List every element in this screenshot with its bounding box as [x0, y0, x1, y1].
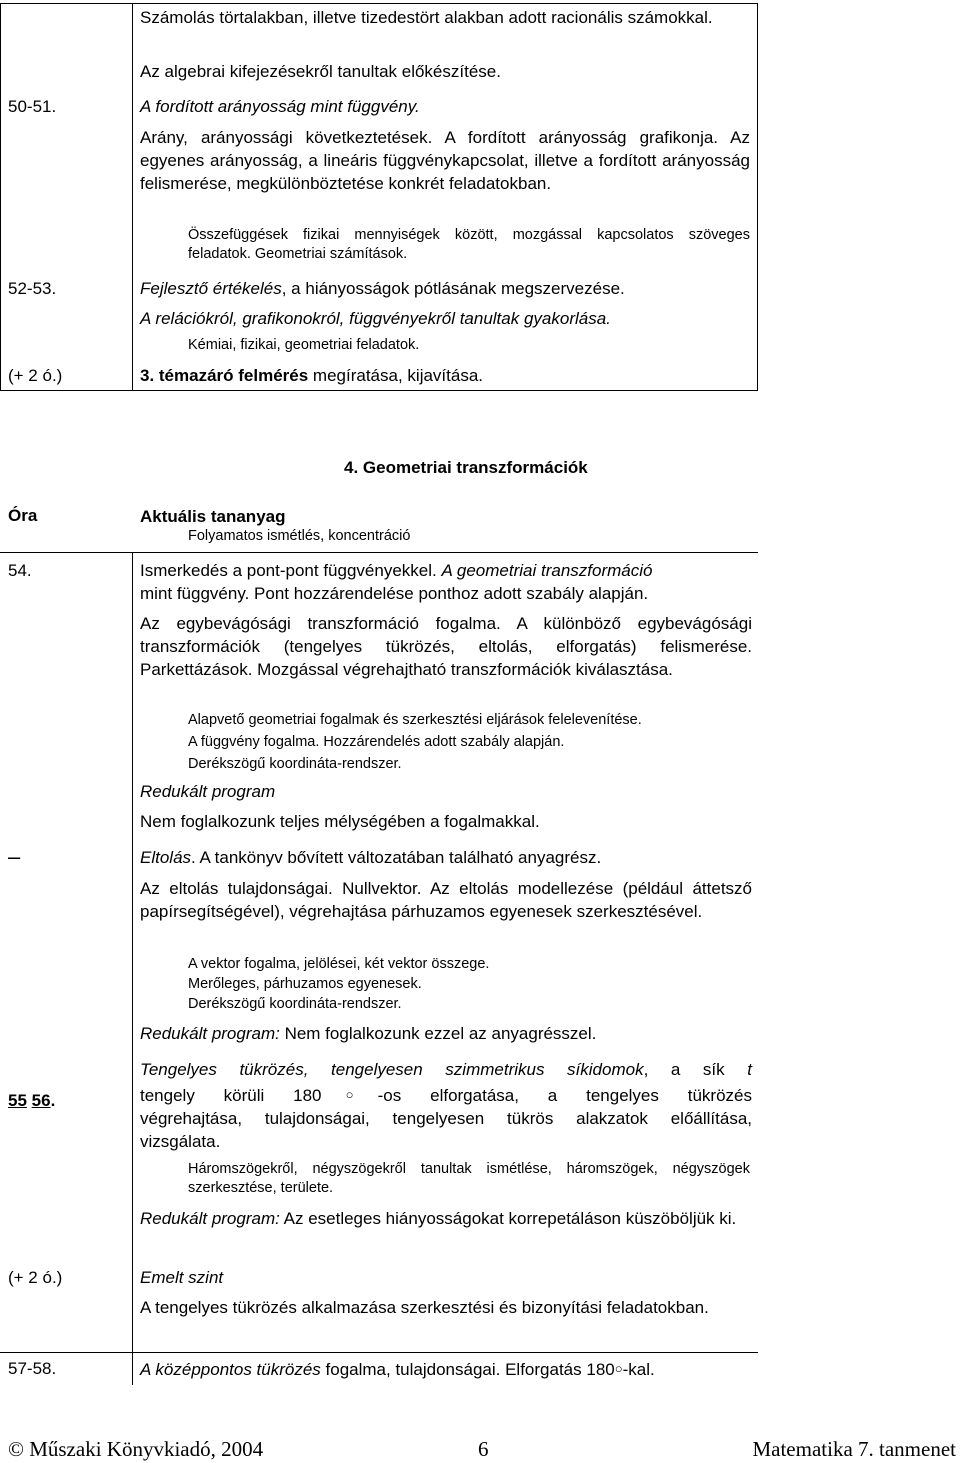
test-label: 3. témazáró felmérés: [140, 366, 309, 385]
small-shift-1: A vektor fogalma, jelölései, két vektor összege.: [188, 956, 490, 972]
refl-line2-a: tengely körüli 180: [140, 1086, 322, 1105]
hour-56: 56: [31, 1091, 51, 1110]
shift-para: Az eltolás tulajdonságai. Nullvektor. Az eltolás modellezése (például áttetsző papírsegítségével), végrehajtása párhuzamos egyenesek szerkesztésével.: [140, 879, 752, 921]
topic-54-b: A geometriai transzformáció: [441, 561, 653, 580]
advanced-text: A tengelyes tükrözés alkalmazása szerkesztési és bizonyítási feladatokban.: [140, 1298, 709, 1317]
topic-54-a: Ismerkedés a pont-pont függvényekkel.: [140, 561, 442, 580]
hour-55-56-dot: .: [50, 1091, 56, 1110]
hour-57-58: 57-58.: [8, 1359, 57, 1378]
reduced-program-3-text: Az esetleges hiányosságokat korrepetáláson küszöböljük ki.: [279, 1209, 737, 1228]
table1-left-border: [0, 3, 1, 391]
degree-icon-2: ○: [614, 1361, 623, 1376]
header-underline: [0, 552, 758, 553]
reduced-program-3-label: Redukált program:: [140, 1209, 280, 1228]
extra-hours-1: (+ 2 ó.): [8, 366, 63, 385]
col-header-hour: Óra: [8, 506, 38, 525]
para-50-51: Arány, arányossági következtetések. A fordított arányosság grafikonja. Az egyenes arányosság, a lineáris függvénykapcsolat, illetve a fordított arányosság felismerése, megkülönböztetése konkrét feladatokban.: [140, 128, 750, 193]
refl-line1-rest: , a sík: [643, 1060, 748, 1079]
degree-icon: ○: [321, 1087, 378, 1102]
small-shift-2: Merőleges, párhuzamos egyenesek.: [188, 976, 422, 992]
reduced-program-3: [140, 1207, 752, 1230]
table1-col-divider: [132, 3, 133, 391]
hour-54: 54.: [8, 561, 32, 580]
table1-top-border: [0, 3, 758, 4]
refl-line2-b: -os elforgatása, a tengelyes tükrözés: [377, 1086, 752, 1105]
small-52-53: Kémiai, fizikai, geometriai feladatok.: [188, 337, 420, 353]
refl-line2: [140, 1083, 752, 1107]
table1-bottom-border: [0, 390, 758, 391]
reduced-program-label: Redukált program: [140, 782, 276, 801]
footer-page-number: 6: [478, 1437, 489, 1461]
advanced-label: Emelt szint: [140, 1268, 224, 1287]
refl-line3: végrehajtása, tulajdonságai, tengelyesen tükrös alakzatok előállítása,: [140, 1109, 752, 1128]
topic-52-53-rest: , a hiányosságok pótlásának megszervezése.: [281, 279, 625, 298]
col-header-topic: Aktuális tananyag: [140, 507, 286, 526]
col-header-sub: Folyamatos ismétlés, koncentráció: [188, 528, 411, 544]
footer-publisher: © Műszaki Könyvkiadó, 2004: [8, 1437, 264, 1461]
central-a: fogalma, tulajdonságai. Elforgatás 180: [320, 1360, 615, 1379]
topic-54: [140, 559, 752, 582]
refl-line1: [140, 1058, 752, 1081]
central-b: -kal.: [622, 1360, 655, 1379]
shift-rest: . A tankönyv bővített változatában található anyagrész.: [191, 848, 602, 867]
table2-col-divider: [132, 553, 133, 1385]
small-shift-3: Derékszögű koordináta-rendszer.: [188, 996, 402, 1012]
hour-55: 55: [8, 1091, 27, 1110]
reduced-program-2: [140, 1022, 596, 1045]
refl-line4: vizsgálata.: [140, 1132, 221, 1151]
reduced-program-2-label: Redukált program:: [140, 1024, 280, 1043]
topic-50-51: A fordított arányosság mint függvény.: [140, 97, 420, 116]
formative-assessment-label: Fejlesztő értékelés: [140, 279, 282, 298]
small-refl: Háromszögekről, négyszögekről tanultak ismétlése, háromszögek, négyszögek szerkesztése, területe.: [188, 1161, 750, 1196]
table1-right-border: [757, 3, 758, 391]
small-50-51: Összefüggések fizikai mennyiségek között, mozgással kapcsolatos szöveges feladatok. Geometriai számítások.: [188, 227, 750, 262]
small-54-3: Derékszögű koordináta-rendszer.: [188, 756, 402, 772]
row-57-divider: [0, 1352, 758, 1353]
test-line: [140, 364, 750, 387]
hour-50-51: 50-51.: [8, 97, 57, 116]
test-rest: megíratása, kijavítása.: [308, 366, 484, 385]
shift-title: [140, 846, 752, 869]
refl-t: t: [747, 1060, 752, 1079]
topic-52-53: [140, 277, 750, 300]
footer-subject: Matematika 7. tanmenet: [752, 1437, 956, 1461]
reduced-program-text: Nem foglalkozunk teljes mélységében a fogalmakkal.: [140, 812, 540, 831]
extra-hours-2: (+ 2 ó.): [8, 1268, 63, 1287]
refl-title: Tengelyes tükrözés, tengelyesen szimmetrikus síkidomok: [140, 1060, 644, 1079]
s1-line1: Számolás törtalakban, illetve tizedestört alakban adott racionális számokkal.: [140, 8, 713, 27]
shift-label: Eltolás: [140, 848, 192, 867]
central-title: A középpontos tükrözés: [140, 1360, 321, 1379]
small-54-2: A függvény fogalma. Hozzárendelés adott szabály alapján.: [188, 734, 565, 750]
hour-55-56: [8, 1089, 55, 1112]
dash-marker: –: [8, 844, 21, 869]
central-reflection: [140, 1357, 755, 1381]
para-54: Az egybevágósági transzformáció fogalma. A különböző egybevágósági transzformációk (tengelyes tükrözés, eltolás, elforgatás) felismerése. Parkettázások. Mozgással végrehajtható transzformációk kiválasztása.: [140, 614, 752, 679]
small-54-1: Alapvető geometriai fogalmak és szerkesztési eljárások felelevenítése.: [188, 712, 642, 728]
s1-line2: Az algebrai kifejezésekről tanultak előkészítése.: [140, 62, 501, 81]
hour-52-53: 52-53.: [8, 279, 57, 298]
reduced-program-2-text: Nem foglalkozunk ezzel az anyagrésszel.: [279, 1024, 597, 1043]
topic-54-line2: mint függvény. Pont hozzárendelése ponthoz adott szabály alapján.: [140, 584, 649, 603]
topic-52-53-line2: A relációkról, grafikonokról, függvényekről tanultak gyakorlása.: [140, 309, 611, 328]
section-title: 4. Geometriai transzformációk: [344, 458, 588, 477]
